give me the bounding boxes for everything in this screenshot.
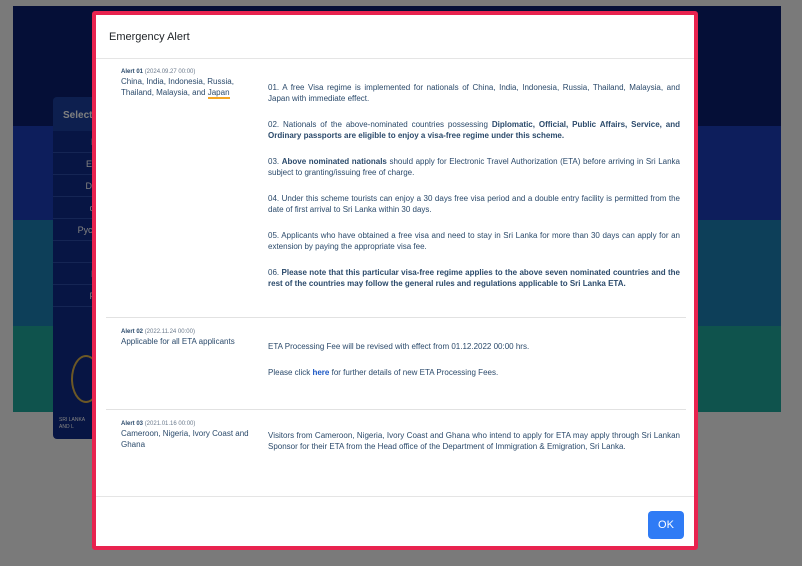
alert-row bbox=[106, 60, 686, 318]
alert-paragraph: 01. A free Visa regime is implemented for nationals of China, India, Indonesia, Russia, Thailand, Malaysia, and Japan with immediate effect. bbox=[268, 83, 680, 103]
alert-paragraph: 05. Applicants who have obtained a free visa and need to stay in Sri Lanka for more than 30 days can apply for an extension by paying the appropriate visa fee. bbox=[268, 231, 680, 251]
paragraph-text: Please click bbox=[268, 368, 313, 377]
ok-button[interactable]: OK bbox=[648, 511, 684, 539]
paragraph-bold: Diplomatic, Official, Public Affairs, Service, and Ordinary passports are eligible to enjoy a visa-free regime under this scheme. bbox=[268, 120, 680, 140]
fee-details-link[interactable]: here bbox=[312, 368, 330, 377]
alert-label bbox=[121, 69, 251, 75]
emergency-alert-modal bbox=[92, 11, 698, 550]
alert-paragraph: 04. Under this scheme tourists can enjoy a 30 days free visa period and a double entry facility is permitted from the date of first arrival to Sri Lanka within 30 days. bbox=[268, 194, 680, 214]
countries-text: China, India, Indonesia, Russia, Thailand, Malaysia, and bbox=[121, 77, 234, 97]
alert-paragraph bbox=[268, 267, 680, 289]
alert-number: Alert 03 bbox=[121, 421, 144, 427]
modal-body[interactable] bbox=[96, 60, 694, 496]
modal-title: Emergency Alert bbox=[109, 31, 190, 43]
alert-countries: Cameroon, Nigeria, Ivory Coast and Ghana bbox=[121, 429, 249, 449]
paragraph-text: for further details of new ETA Processing Fees. bbox=[329, 368, 499, 377]
modal-footer bbox=[96, 496, 694, 546]
alert-content bbox=[268, 82, 680, 304]
alert-paragraph: Visitors from Cameroon, Nigeria, Ivory Coast and Ghana who intend to apply for ETA may apply through Sri Lankan Sponsor for their ETA from the Head office of the Department of Immigration & Emigration, Sri Lanka. bbox=[268, 431, 680, 451]
alert-countries bbox=[121, 76, 251, 98]
alert-row bbox=[106, 410, 686, 496]
alert-label bbox=[121, 421, 251, 427]
highlighted-country: Japan bbox=[207, 88, 230, 97]
paragraph-text: should apply for Electronic Travel Authorization (ETA) before arriving in Sri Lanka subject to granting/issuing free of charge. bbox=[268, 157, 680, 177]
alert-content bbox=[268, 341, 680, 393]
alert-content bbox=[268, 430, 680, 467]
alert-countries: Applicable for all ETA applicants bbox=[121, 337, 235, 346]
alert-meta bbox=[121, 69, 251, 98]
alert-date: (2021.01.16 00:00) bbox=[144, 421, 196, 427]
paragraph-text: 06. bbox=[268, 268, 282, 277]
alert-meta bbox=[121, 421, 251, 450]
paragraph-bold: Above nominated nationals bbox=[281, 157, 387, 166]
alert-paragraph: ETA Processing Fee will be revised with effect from 01.12.2022 00:00 hrs. bbox=[268, 342, 530, 351]
paragraph-text: 03. bbox=[268, 157, 282, 166]
alert-date: (2022.11.24 00:00) bbox=[144, 329, 195, 335]
alert-row bbox=[106, 318, 686, 410]
alert-number: Alert 02 bbox=[121, 329, 144, 335]
alert-paragraph bbox=[268, 119, 680, 141]
alert-meta bbox=[121, 329, 251, 347]
alert-paragraph bbox=[268, 367, 680, 378]
paragraph-bold: Please note that this particular visa-free regime applies to the above seven nominated countries and the rest of the countries may follow the general rules and regulations applicable to Sri Lanka ETA. bbox=[268, 268, 680, 288]
alert-paragraph bbox=[268, 156, 680, 178]
alert-date: (2024.09.27 00:00) bbox=[144, 69, 196, 75]
alert-label bbox=[121, 329, 251, 335]
modal-header bbox=[96, 15, 694, 59]
alert-number: Alert 01 bbox=[121, 69, 144, 75]
paragraph-text: 02. Nationals of the above-nominated countries possessing bbox=[268, 120, 492, 129]
